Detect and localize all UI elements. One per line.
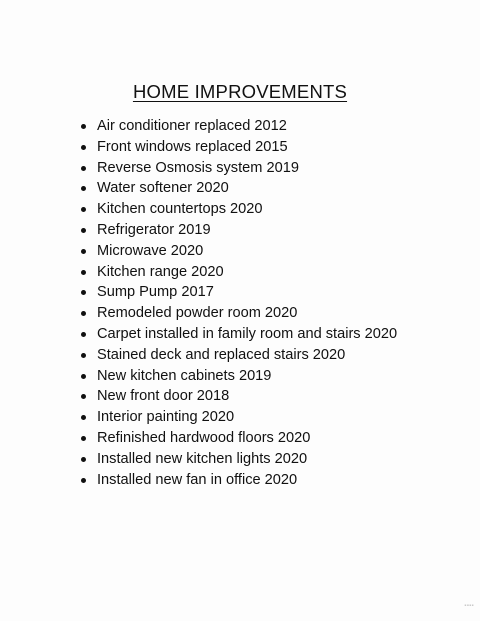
list-item xyxy=(78,241,397,262)
bullet-icon xyxy=(81,145,86,150)
list-item-text: New front door 2018 xyxy=(97,388,230,405)
list-item xyxy=(78,366,397,387)
bullet-icon xyxy=(81,457,86,462)
list-item-text: New kitchen cabinets 2019 xyxy=(97,367,272,384)
bullet-icon xyxy=(81,290,86,295)
bullet-icon xyxy=(81,228,86,233)
bullet-icon xyxy=(81,394,86,399)
list-item-text: Refrigerator 2019 xyxy=(97,221,211,238)
bullet-icon xyxy=(81,207,86,212)
list-item xyxy=(78,282,397,303)
list-item xyxy=(78,220,397,241)
list-item-text: Remodeled powder room 2020 xyxy=(97,305,298,322)
list-item xyxy=(78,324,397,345)
list-item-text: Front windows replaced 2015 xyxy=(97,138,288,155)
bullet-icon xyxy=(81,311,86,316)
list-item-text: Interior painting 2020 xyxy=(97,409,235,426)
list-item-text: Kitchen range 2020 xyxy=(97,263,224,280)
page-title: HOME IMPROVEMENTS xyxy=(132,81,348,102)
list-item xyxy=(78,199,397,220)
list-item-text: Carpet installed in family room and stairs 2020 xyxy=(97,325,398,342)
bullet-icon xyxy=(81,270,86,275)
list-item-text: Installed new fan in office 2020 xyxy=(97,471,298,488)
list-item xyxy=(78,470,397,491)
list-item xyxy=(78,137,397,158)
list-item-text: Kitchen countertops 2020 xyxy=(97,201,263,218)
bullet-icon xyxy=(81,186,86,191)
bullet-icon xyxy=(81,478,86,483)
bullet-icon xyxy=(81,374,86,379)
bullet-icon xyxy=(81,353,86,358)
list-item xyxy=(78,158,397,179)
list-item xyxy=(78,428,397,449)
bullet-icon xyxy=(81,415,86,420)
list-item-text: Sump Pump 2017 xyxy=(97,284,214,301)
list-item-text: Water softener 2020 xyxy=(97,180,229,197)
list-item xyxy=(78,449,397,470)
list-item-text: Installed new kitchen lights 2020 xyxy=(97,450,308,467)
list-item-text: Reverse Osmosis system 2019 xyxy=(97,159,299,176)
list-item xyxy=(78,116,397,137)
list-item xyxy=(78,178,397,199)
list-item xyxy=(78,262,397,283)
list-item xyxy=(78,386,397,407)
bullet-icon xyxy=(81,124,86,129)
list-item-text: Refinished hardwood floors 2020 xyxy=(97,429,311,446)
bullet-icon xyxy=(81,249,86,254)
list-item-text: Stained deck and replaced stairs 2020 xyxy=(97,346,346,363)
list-item xyxy=(78,407,397,428)
list-item xyxy=(78,303,397,324)
improvements-list xyxy=(78,116,397,490)
list-item-text: Microwave 2020 xyxy=(97,242,204,259)
bullet-icon xyxy=(81,166,86,171)
bullet-icon xyxy=(81,436,86,441)
scan-watermark: ▪▪▪▪ xyxy=(464,603,474,609)
list-item-text: Air conditioner replaced 2012 xyxy=(97,118,287,134)
list-item xyxy=(78,345,397,366)
bullet-icon xyxy=(81,332,86,337)
